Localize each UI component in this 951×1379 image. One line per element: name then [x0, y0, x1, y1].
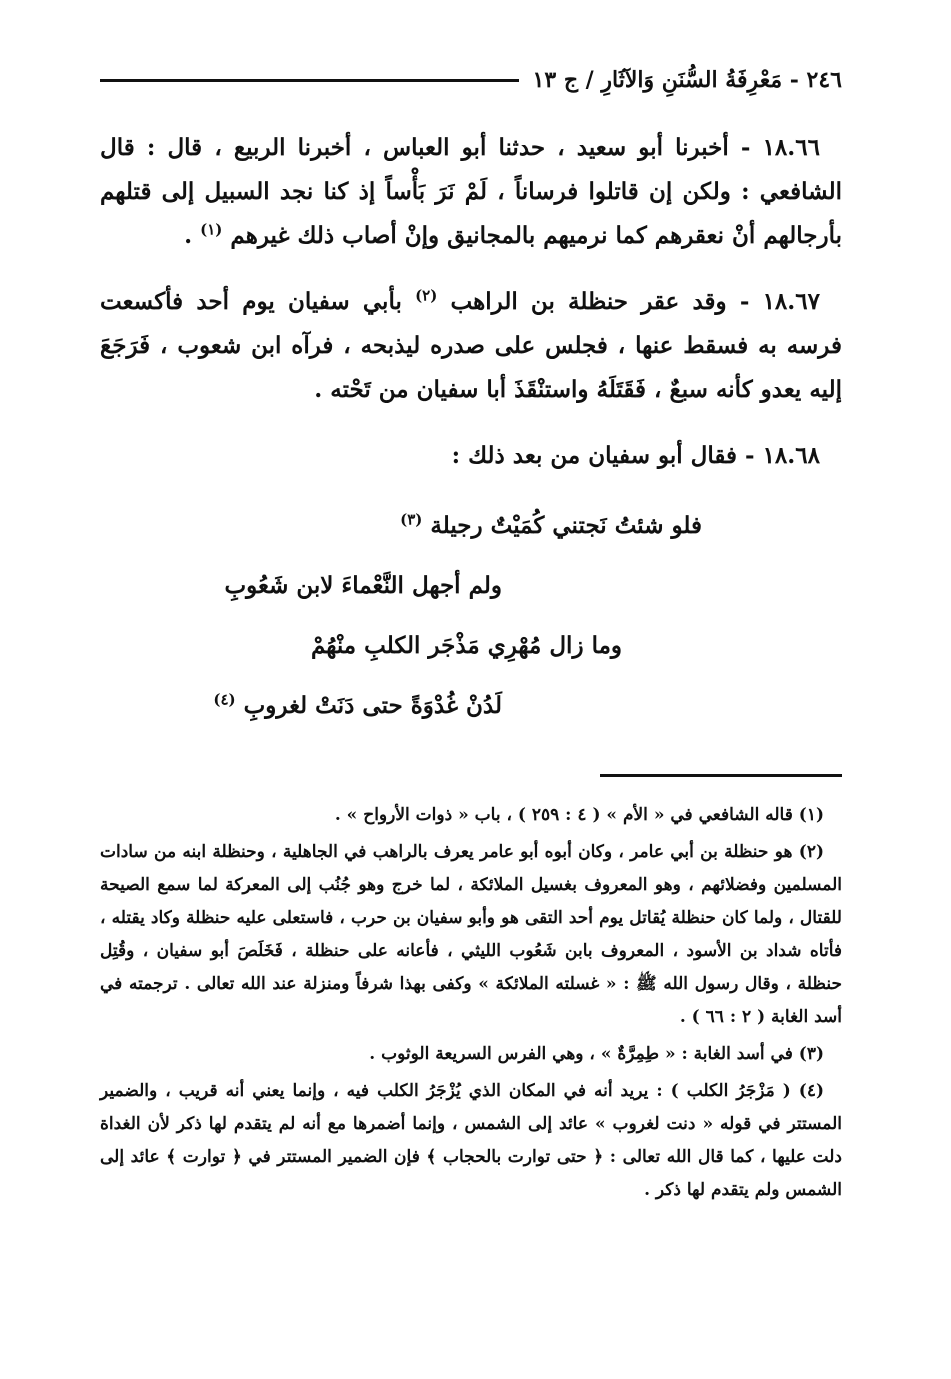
paragraph-18067: [100, 280, 842, 412]
header-rule: [100, 79, 519, 82]
verse-text: وما زال مُهْرِي مَذْجَر الكلبِ منْهُمْ: [310, 632, 622, 659]
poem-verse-2: [100, 556, 502, 616]
paragraph-tail: بأبي سفيان يوم أحد فأكسعت فرسه به فسقط عنها ، فجلس على صدره ليذبحه ، فرآه ابن شعوب ، فَرَجَعَ إليه يعدو كأنه سبعٌ ، فَقَتَلَهُ واستنْقَذَ أبا سفيان من تَحْته .: [100, 288, 842, 403]
paragraph-18068: [100, 434, 842, 478]
verse-text: فلو شئتُ نَجتني كُمَيْتٌ رجيلة: [430, 512, 702, 539]
poem-verse-1: [100, 496, 702, 556]
page: [100, 60, 842, 1211]
poem-verse-3: [100, 616, 622, 676]
running-head: ٢٤٦ - مَعْرِفَةُ السُّنَنِ وَالآثَارِ / ج ١٣: [532, 67, 842, 93]
footnote-2: (٢) هو حنظلة بن أبي عامر ، وكان أبوه أبو عامر يعرف بالراهب في الجاهلية ، وحنظلة ابنه من سادات المسلمين وفضلائهم ، وهو المعروف بغسيل الملائكة ، لما خرج وهو جُنُب إلى المعركة لما سمع الصيحة للقتال ، ولما كان حنظلة يُقاتل يوم أحد التقى هو وأبو سفيان بن حرب ، فاستعلى عليه حنظلة وكاد يقتله ، فأتاه شداد بن الأسود ، المعروف بابن شَعُوب الليثي ، فأعانه على حنظلة ، فَخَلَصَ أبو سفيان ، وقُتِل حنظلة ، وقال رسول الله ﷺ : « غسلته الملائكة » وكفى بهذا شرفاً ومنزلة عند الله تعالى . ترجمته في أسد الغابة ( ٢ : ٦٦ ) .: [100, 842, 842, 1027]
footnote-3: (٣) في أسد الغابة : « طِمِرَّةٌ » ، وهي الفرس السريعة الوثوب .: [369, 1044, 824, 1064]
footnote-1: (١) قاله الشافعي في « الأم » ( ٤ : ٢٥٩ ) ، باب « ذوات الأرواح » .: [334, 805, 824, 825]
footnote-ref-3: (٣): [400, 510, 423, 529]
footnote-separator: [600, 774, 842, 777]
footnote-ref-4: (٤): [213, 690, 236, 709]
main-text: [100, 126, 842, 478]
footnotes: [100, 799, 842, 1207]
footnote-ref-1: (١): [200, 220, 223, 239]
paragraph-text: ١٨.٦٨ - فقال أبو سفيان من بعد ذلك :: [451, 442, 820, 469]
paragraph-text: ١٨.٦٧ - وقد عقر حنظلة بن الراهب: [450, 288, 820, 315]
paragraph-18066: [100, 126, 842, 258]
verse-text: لَدُنْ غُدْوَةً حتى دَنَتْ لغروبِ: [243, 692, 502, 719]
footnote-ref-2: (٢): [415, 286, 438, 305]
paragraph-text: ١٨.٦٦ - أخبرنا أبو سعيد ، حدثنا أبو العباس ، أخبرنا الربيع ، قال : قال الشافعي : ولكن إن قاتلوا فرساناً ، لَمْ نَرَ بَأْساً إذ كنا نجد السبيل إلى قتلهم بأرجالهم أنْ نعقرهم كما نرميهم بالمجانيق وإنْ أصاب ذلك غيرهم: [100, 134, 842, 249]
footnote-4: (٤) ( مَزْجَرُ الكلب ) : يريد أنه في المكان الذي يُزْجَرُ الكلب فيه ، وإنما يعني أنه قريب ، والضمير المستتر في قوله « دنت لغروب » عائد إلى الشمس ، وإنما أضمرها مع أنه لم يتقدم لها ذكر لأن الغداة دلت عليها ، كما قال الله تعالى : ﴿ حتى توارت بالحجاب ﴾ فإن الضمير المستتر في ﴿ توارت ﴾ عائد إلى الشمس ولم يتقدم لها ذكر .: [100, 1081, 842, 1200]
paragraph-tail: .: [184, 222, 201, 249]
page-header: [100, 60, 842, 100]
poem: [100, 496, 842, 736]
verse-text: ولم أجهل النَّعْماءَ لابن شَعُوبِ: [224, 572, 502, 599]
poem-verse-4: [100, 676, 502, 736]
